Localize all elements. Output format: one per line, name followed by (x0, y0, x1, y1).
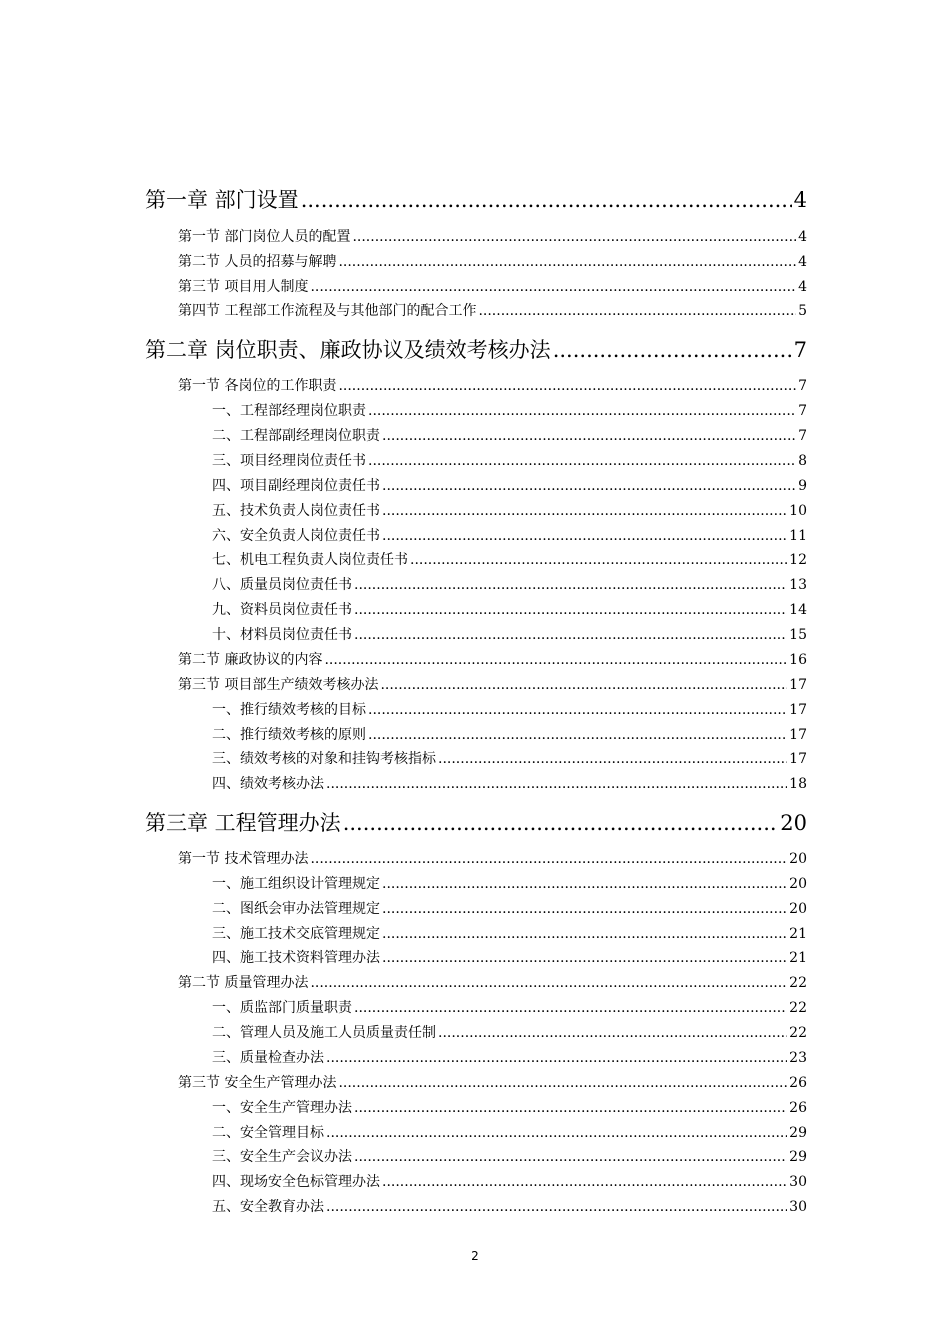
toc-section[interactable] (178, 252, 807, 272)
toc-entry-page: 7 (798, 403, 807, 419)
dot-leader (368, 451, 796, 471)
toc-entry-title: 十、材料员岗位责任书 (212, 627, 352, 643)
dot-leader (382, 899, 787, 919)
toc-entry-title: 第三节 项目用人制度 (178, 279, 309, 295)
dot-leader (352, 227, 796, 247)
toc-entry-title: 二、安全管理目标 (212, 1125, 324, 1141)
toc-section[interactable] (178, 1073, 807, 1093)
dot-leader (354, 1147, 787, 1167)
dot-leader (368, 700, 787, 720)
toc-entry-page: 26 (789, 1100, 807, 1116)
toc-subsection[interactable] (212, 575, 807, 595)
toc-entry-title: 二、管理人员及施工人员质量责任制 (212, 1025, 436, 1041)
toc-entry-title: 五、安全教育办法 (212, 1199, 324, 1215)
toc-subsection[interactable] (212, 451, 807, 471)
dot-leader (410, 550, 787, 570)
toc-entry-page: 4 (793, 188, 807, 212)
toc-entry-title: 第二节 廉政协议的内容 (178, 652, 323, 668)
toc-entry-title: 二、推行绩效考核的原则 (212, 727, 366, 743)
dot-leader (354, 575, 787, 595)
dot-leader (478, 301, 796, 321)
toc-entry-title: 三、安全生产会议办法 (212, 1149, 352, 1165)
toc-subsection[interactable] (212, 600, 807, 620)
toc-entry-title: 一、质监部门质量职责 (212, 1000, 352, 1016)
toc-entry-title: 第四节 工程部工作流程及与其他部门的配合工作 (178, 303, 477, 319)
toc-entry-page: 5 (798, 303, 807, 319)
toc-subsection[interactable] (212, 625, 807, 645)
toc-subsection[interactable] (212, 700, 807, 720)
dot-leader (438, 1023, 787, 1043)
dot-leader (382, 501, 787, 521)
dot-leader (326, 1048, 787, 1068)
dot-leader (382, 924, 787, 944)
toc-entry-title: 第二节 人员的招募与解聘 (178, 254, 337, 270)
toc-subsection[interactable] (212, 1197, 807, 1217)
toc-chapter-2[interactable] (145, 336, 807, 364)
toc-entry-page: 21 (789, 950, 807, 966)
dot-leader (354, 998, 787, 1018)
toc-entry-title: 四、现场安全色标管理办法 (212, 1174, 380, 1190)
dot-leader (310, 849, 787, 869)
toc-entry-page: 12 (789, 552, 807, 568)
toc-subsection[interactable] (212, 401, 807, 421)
toc-subsection[interactable] (212, 476, 807, 496)
toc-subsection[interactable] (212, 924, 807, 944)
toc-entry-page: 9 (798, 478, 807, 494)
dot-leader (382, 1172, 787, 1192)
toc-entry-page: 20 (789, 876, 807, 892)
toc-entry-title: 第三节 项目部生产绩效考核办法 (178, 677, 379, 693)
dot-leader (382, 426, 796, 446)
toc-entry-title: 三、施工技术交底管理规定 (212, 926, 380, 942)
toc-entry-page: 22 (789, 1025, 807, 1041)
toc-entry-title: 三、绩效考核的对象和挂钩考核指标 (212, 751, 436, 767)
toc-subsection[interactable] (212, 550, 807, 570)
dot-leader (338, 1073, 787, 1093)
dot-leader (382, 476, 796, 496)
dot-leader (310, 973, 787, 993)
dot-leader (326, 1123, 787, 1143)
toc-entry-page: 30 (789, 1199, 807, 1215)
dot-leader (553, 336, 792, 364)
toc-section[interactable] (178, 675, 807, 695)
dot-leader (382, 874, 787, 894)
toc-subsection[interactable] (212, 749, 807, 769)
dot-leader (301, 186, 792, 214)
toc-entry-page: 20 (789, 851, 807, 867)
dot-leader (354, 600, 787, 620)
toc-subsection[interactable] (212, 874, 807, 894)
toc-entry-title: 第一章 部门设置 (145, 188, 299, 212)
toc-entry-title: 第三章 工程管理办法 (145, 811, 341, 835)
dot-leader (368, 725, 787, 745)
toc-entry-page: 14 (789, 602, 807, 618)
toc-entry-page: 16 (789, 652, 807, 668)
toc-section[interactable] (178, 277, 807, 297)
toc-entry-page: 22 (789, 975, 807, 991)
dot-leader (324, 650, 787, 670)
toc-entry-page: 7 (798, 378, 807, 394)
toc-section[interactable] (178, 849, 807, 869)
toc-entry-page: 7 (793, 338, 807, 362)
toc-entry-page: 21 (789, 926, 807, 942)
toc-subsection[interactable] (212, 1147, 807, 1167)
toc-entry-page: 20 (789, 901, 807, 917)
toc-entry-page: 10 (789, 503, 807, 519)
toc-subsection[interactable] (212, 1098, 807, 1118)
toc-entry-page: 22 (789, 1000, 807, 1016)
toc-entry-title: 四、项目副经理岗位责任书 (212, 478, 380, 494)
toc-entry-title: 二、工程部副经理岗位职责 (212, 428, 380, 444)
toc-entry-page: 7 (798, 428, 807, 444)
toc-entry-page: 18 (789, 776, 807, 792)
toc-entry-page: 17 (789, 727, 807, 743)
dot-leader (326, 774, 787, 794)
toc-subsection[interactable] (212, 1123, 807, 1143)
toc-subsection[interactable] (212, 501, 807, 521)
dot-leader (368, 401, 796, 421)
toc-entry-title: 三、项目经理岗位责任书 (212, 453, 366, 469)
toc-entry-title: 七、机电工程负责人岗位责任书 (212, 552, 408, 568)
toc-chapter-3[interactable] (145, 809, 807, 837)
toc-entry-title: 第一节 部门岗位人员的配置 (178, 229, 351, 245)
toc-entry-page: 8 (798, 453, 807, 469)
toc-entry-page: 15 (789, 627, 807, 643)
toc-subsection[interactable] (212, 899, 807, 919)
toc-entry-page: 20 (780, 811, 807, 835)
toc-subsection[interactable] (212, 725, 807, 745)
toc-entry-page: 17 (789, 677, 807, 693)
dot-leader (343, 809, 779, 837)
toc-entry-title: 五、技术负责人岗位责任书 (212, 503, 380, 519)
toc-entry-page: 29 (789, 1125, 807, 1141)
toc-section[interactable] (178, 973, 807, 993)
toc-entry-title: 四、绩效考核办法 (212, 776, 324, 792)
toc-entry-title: 九、资料员岗位责任书 (212, 602, 352, 618)
toc-entry-page: 23 (789, 1050, 807, 1066)
toc-entry-page: 17 (789, 751, 807, 767)
dot-leader (338, 252, 796, 272)
dot-leader (380, 675, 787, 695)
toc-entry-title: 第一节 各岗位的工作职责 (178, 378, 337, 394)
toc-chapter-1[interactable] (145, 186, 807, 214)
toc-section[interactable] (178, 301, 807, 321)
toc-entry-title: 一、安全生产管理办法 (212, 1100, 352, 1116)
dot-leader (338, 376, 796, 396)
toc-subsection[interactable] (212, 1023, 807, 1043)
dot-leader (326, 1197, 787, 1217)
toc-subsection[interactable] (212, 1172, 807, 1192)
toc-entry-title: 八、质量员岗位责任书 (212, 577, 352, 593)
toc-entry-title: 第二节 质量管理办法 (178, 975, 309, 991)
toc-entry-title: 第一节 技术管理办法 (178, 851, 309, 867)
toc-subsection[interactable] (212, 1048, 807, 1068)
toc-subsection[interactable] (212, 948, 807, 968)
dot-leader (438, 749, 787, 769)
toc-entry-title: 一、施工组织设计管理规定 (212, 876, 380, 892)
toc-entry-page: 13 (789, 577, 807, 593)
toc-subsection[interactable] (212, 774, 807, 794)
toc-entry-title: 第三节 安全生产管理办法 (178, 1075, 337, 1091)
toc-entry-page: 4 (798, 254, 807, 270)
toc-section[interactable] (178, 650, 807, 670)
toc-entry-page: 4 (798, 229, 807, 245)
toc-entry-page: 30 (789, 1174, 807, 1190)
toc-entry-title: 第二章 岗位职责、廉政协议及绩效考核办法 (145, 338, 551, 362)
dot-leader (382, 948, 787, 968)
toc-section[interactable] (178, 376, 807, 396)
toc-section[interactable] (178, 227, 807, 247)
toc-subsection[interactable] (212, 526, 807, 546)
dot-leader (382, 526, 787, 546)
toc-entry-title: 二、图纸会审办法管理规定 (212, 901, 380, 917)
toc-entry-title: 三、质量检查办法 (212, 1050, 324, 1066)
dot-leader (354, 625, 787, 645)
toc-subsection[interactable] (212, 998, 807, 1018)
toc-entry-page: 4 (798, 279, 807, 295)
toc-entry-title: 四、施工技术资料管理办法 (212, 950, 380, 966)
toc-entry-page: 29 (789, 1149, 807, 1165)
toc-entry-title: 一、推行绩效考核的目标 (212, 702, 366, 718)
toc-entry-page: 17 (789, 702, 807, 718)
toc-subsection[interactable] (212, 426, 807, 446)
toc-entry-title: 六、安全负责人岗位责任书 (212, 528, 380, 544)
toc-entry-page: 26 (789, 1075, 807, 1091)
dot-leader (354, 1098, 787, 1118)
dot-leader (310, 277, 796, 297)
toc-entry-title: 一、工程部经理岗位职责 (212, 403, 366, 419)
toc-entry-page: 11 (789, 528, 807, 544)
page-number: 2 (471, 1249, 479, 1263)
